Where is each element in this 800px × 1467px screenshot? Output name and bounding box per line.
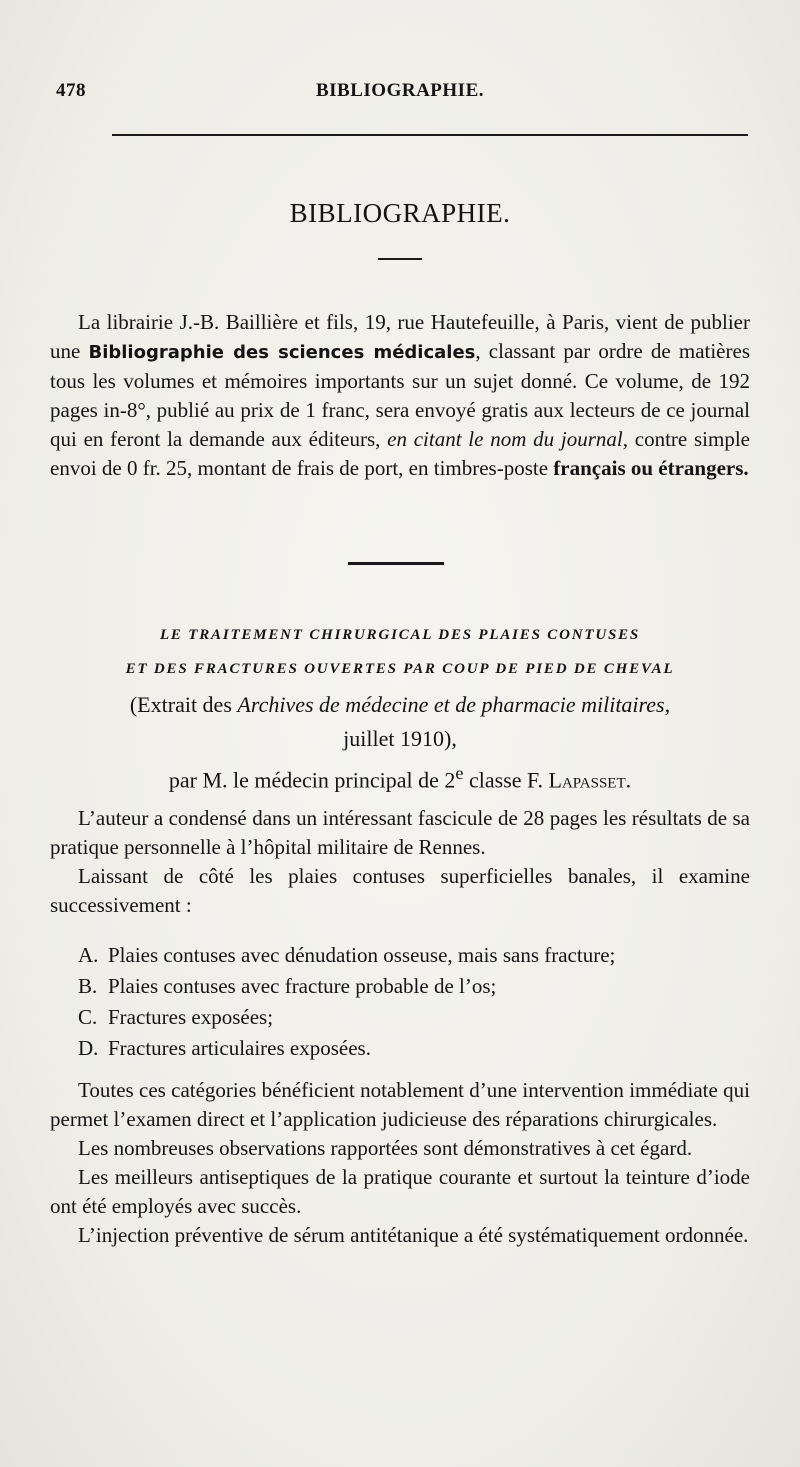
author-sup: e bbox=[455, 763, 464, 783]
citation-line-1 bbox=[50, 688, 750, 722]
list-text: Plaies contuses avec dénudation osseuse, mais sans fracture; bbox=[108, 943, 616, 967]
intro-text-middle: , classant par ordre de matières tous les volumes et mémoires importants sur un sujet donné. Ce volume, de 192 pages in-8°, publié au prix de 1 franc, sera envoyé gratis aux lecteurs de ce journal qui en feront la demande aux éditeurs, bbox=[50, 339, 750, 451]
list-letter: C. bbox=[78, 1005, 98, 1029]
body-paragraph: Toutes ces catégories bénéficient notablement d’une intervention immédiate qui permet l’examen direct et l’application judicieuse des réparations chirurgicales. bbox=[50, 1078, 750, 1131]
author-prefix: par M. le médecin principal de 2 bbox=[168, 767, 456, 793]
list-item bbox=[78, 940, 750, 971]
list-letter: D. bbox=[78, 1036, 99, 1060]
work-title-line-1: LE TRAITEMENT CHIRURGICAL DES PLAIES CONTUSES bbox=[159, 627, 641, 643]
header-rule bbox=[112, 134, 748, 136]
list-item bbox=[78, 971, 750, 1002]
body-paragraph: Les meilleurs antiseptiques de la pratique courante et surtout la teinture d’iode ont été employés avec succès. bbox=[50, 1165, 750, 1218]
citation-date: juillet 1910), bbox=[343, 726, 457, 751]
list-letter: A. bbox=[78, 943, 99, 967]
running-title: BIBLIOGRAPHIE. bbox=[315, 80, 484, 101]
section-title: BIBLIOGRAPHIE. bbox=[289, 198, 511, 228]
list-item bbox=[78, 1033, 750, 1064]
intro-bold-end: français ou étrangers. bbox=[553, 456, 749, 480]
citation-prefix: (Extrait des bbox=[129, 692, 238, 717]
work-title-line-2: ET DES FRACTURES OUVERTES PAR COUP DE PIED DE CHEVAL bbox=[125, 661, 675, 677]
body-paragraph: L’auteur a condensé dans un intéressant fascicule de 28 pages les résultats de sa pratique personnelle à l’hôpital militaire de Rennes. bbox=[50, 806, 750, 859]
list-text: Plaies contuses avec fracture probable de l’os; bbox=[108, 974, 497, 998]
body-paragraph: Les nombreuses observations rapportées sont démonstratives à cet égard. bbox=[78, 1136, 693, 1160]
author-name: Lapasset. bbox=[548, 767, 632, 793]
list-text: Fractures articulaires exposées. bbox=[108, 1036, 371, 1060]
author-mid: classe F. bbox=[463, 767, 549, 793]
work-title bbox=[0, 618, 800, 686]
list-letter: B. bbox=[78, 974, 98, 998]
case-list bbox=[78, 940, 750, 1064]
intro-italic: en citant le nom du journal, bbox=[387, 427, 629, 451]
body-paragraph: Laissant de côté les plaies contuses superficielles banales, il examine successivement : bbox=[50, 864, 750, 917]
list-text: Fractures exposées; bbox=[108, 1005, 274, 1029]
intro-text-before: La librairie J.-B. Baillière et fils, 19, rue Hautefeuille, à Paris, vient de publier une bbox=[50, 310, 750, 363]
intro-highlight: Bibliographie des sciences médicales bbox=[88, 342, 476, 363]
citation-author-line bbox=[50, 756, 750, 797]
intro-text-after: contre simple envoi de 0 fr. 25, montant de frais de port, en timbres-poste bbox=[50, 427, 751, 480]
section-divider bbox=[348, 562, 444, 565]
running-head bbox=[56, 80, 744, 110]
citation-journal: Archives de médecine et de pharmacie militaires, bbox=[237, 692, 671, 717]
citation bbox=[50, 688, 750, 797]
body-paragraph: L’injection préventive de sérum antitétanique a été systématiquement ordonnée. bbox=[78, 1223, 749, 1247]
page-number: 478 bbox=[56, 80, 86, 101]
intro-paragraph bbox=[50, 308, 750, 483]
review-intro-block bbox=[50, 804, 750, 920]
title-divider bbox=[378, 258, 422, 260]
list-item bbox=[78, 1002, 750, 1033]
review-conclusion-block bbox=[50, 1076, 750, 1250]
